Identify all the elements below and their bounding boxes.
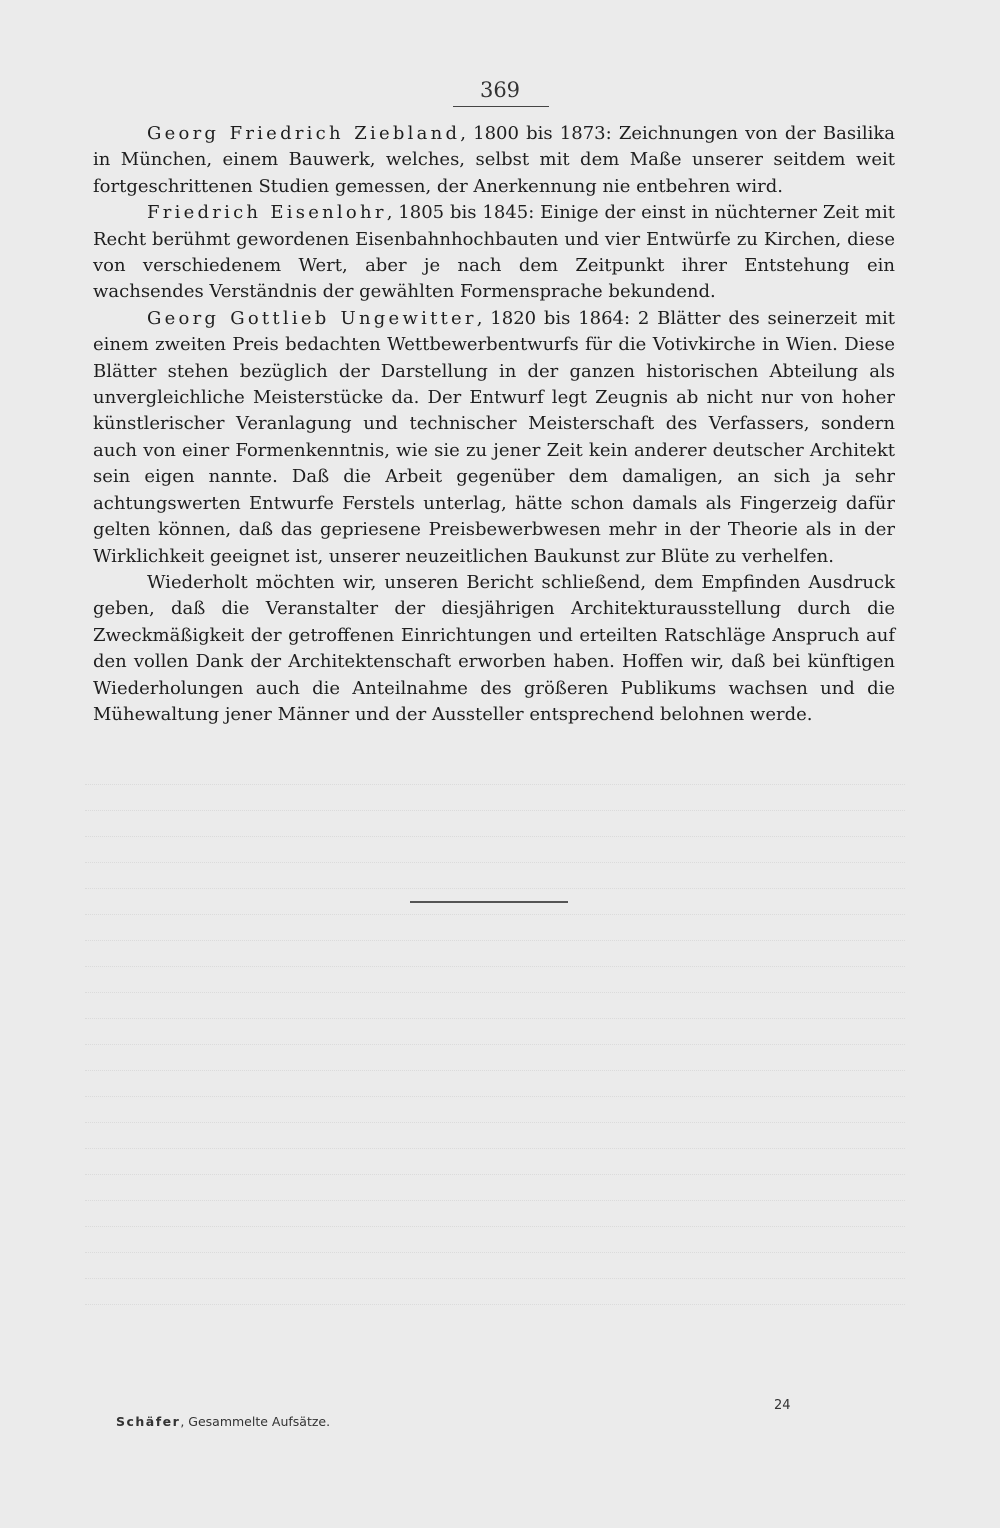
show-through-text [85, 760, 905, 1330]
footer-title: , Gesammelte Aufsätze. [180, 1414, 331, 1429]
person-name-ziebland: Georg Friedrich Ziebland [147, 123, 461, 144]
section-divider [410, 901, 568, 903]
footer-source [116, 1414, 330, 1429]
signature-mark: 24 [774, 1398, 791, 1413]
page-number: 369 [479, 78, 521, 102]
paragraph-conclusion [93, 570, 895, 728]
page-number-rule [453, 106, 549, 107]
body-text [93, 121, 895, 728]
paragraph-text-ziebland: , 1800 bis 1873: Zeichnungen von der Basilika in München, einem Bauwerk, welches, selbst mit dem Maße unserer seitdem weit fortgeschrittenen Studien gemessen, der Anerkennung nie entbehren wird. [93, 123, 895, 197]
paragraph-ungewitter [93, 306, 895, 570]
paragraph-text-conclusion: Wiederholt möchten wir, unseren Bericht schließend, dem Empfinden Ausdruck geben, daß die Veranstalter der diesjährigen Architekturausstellung durch die Zweckmäßigkeit der getroffenen Einrichtungen und erteilten Ratschläge Anspruch auf den vollen Dank der Architektenschaft erworben haben. Hoffen wir, daß bei künftigen Wiederholungen auch die Anteilnahme des größeren Publikums wachsen und die Mühewaltung jener Männer und der Aussteller entsprechend belohnen werde. [93, 571, 895, 725]
paragraph-eisenlohr [93, 200, 895, 306]
paragraph-ziebland [93, 121, 895, 200]
footer-author: Schäfer [116, 1414, 181, 1429]
paragraph-text-ungewitter: , 1820 bis 1864: 2 Blätter des seinerzeit mit einem zweiten Preis bedachten Wettbewerbentwurfs für die Votivkirche in Wien. Diese Blätter stehen bezüglich der Darstellung in der ganzen historischen Abteilung als unvergleichliche Meisterstücke da. Der Entwurf legt Zeugnis ab nicht nur von hoher künstlerischer Veranlagung und technischer Meisterschaft des Verfassers, sondern auch von einer Formenkenntnis, wie sie zu jener Zeit kein anderer deutscher Architekt sein eigen nannte. Daß die Arbeit gegenüber dem damaligen, an sich ja sehr achtungswerten Entwurfe Ferstels unterlag, hätte schon damals als Fingerzeig dafür gelten können, daß das gepriesene Preisbewerbwesen mehr in der Theorie als in der Wirklichkeit geeignet ist, unserer neuzeitlichen Baukunst zur Blüte zu verhelfen. [93, 307, 895, 567]
person-name-eisenlohr: Friedrich Eisenlohr [147, 202, 387, 224]
paragraph-text-eisenlohr: , 1805 bis 1845: Einige der einst in nüchterner Zeit mit Recht berühmt gewordenen Eisenbahnhochbauten und vier Entwürfe zu Kirchen, diese von verschiedenem Wert, aber je nach dem Zeitpunkt ihrer Entstehung ein wachsendes Verständnis der gewählten Formensprache bekundend. [93, 202, 895, 303]
person-name-ungewitter: Georg Gottlieb Ungewitter [147, 307, 477, 329]
